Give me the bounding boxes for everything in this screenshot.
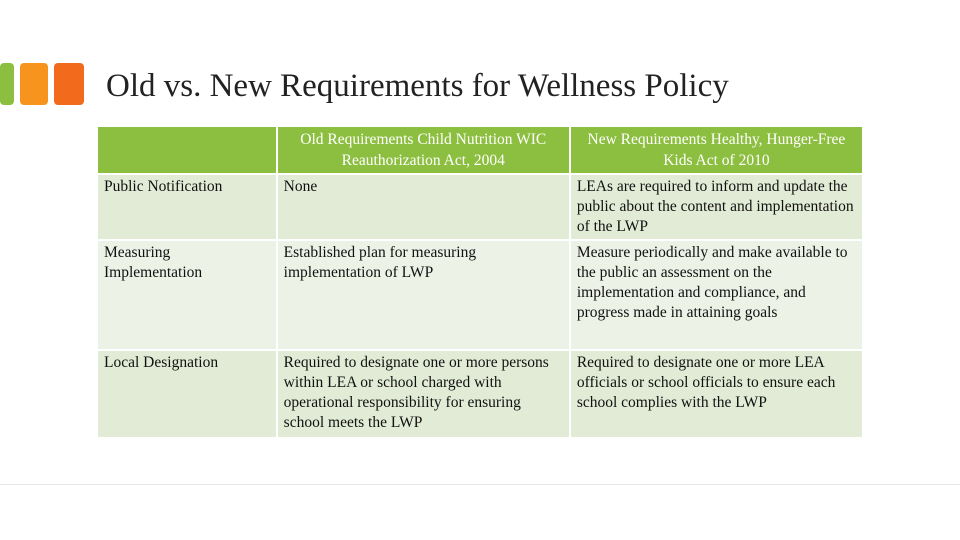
table-row: [97, 350, 863, 438]
header-blank-cell: [97, 126, 277, 174]
new-requirement-cell: LEAs are required to inform and update the public about the content and implementation of the LWP: [570, 174, 863, 240]
row-label: Local Designation: [97, 350, 277, 438]
footer-divider: [0, 484, 960, 485]
row-label: Public Notification: [97, 174, 277, 240]
new-requirement-cell: Measure periodically and make available to the public an assessment on the implementation and compliance, and progress made in attaining goals: [570, 240, 863, 350]
old-requirement-cell: Required to designate one or more persons within LEA or school charged with operational responsibility for ensuring school meets the LWP: [277, 350, 570, 438]
table-header-row: [97, 126, 863, 174]
table-row: [97, 240, 863, 350]
table-row: [97, 174, 863, 240]
slide-title: Old vs. New Requirements for Wellness Policy: [106, 68, 729, 104]
old-requirement-cell: Established plan for measuring implementation of LWP: [277, 240, 570, 350]
new-requirement-cell: Required to designate one or more LEA officials or school officials to ensure each school complies with the LWP: [570, 350, 863, 438]
header-old-requirements: Old Requirements Child Nutrition WIC Reauthorization Act, 2004: [277, 126, 570, 174]
accent-bar-orange: [54, 63, 84, 105]
accent-bar-green: [0, 63, 14, 105]
accent-bar-light-orange: [20, 63, 48, 105]
requirements-table: [96, 125, 864, 439]
old-requirement-cell: None: [277, 174, 570, 240]
header-new-requirements: New Requirements Healthy, Hunger-Free Kids Act of 2010: [570, 126, 863, 174]
row-label: Measuring Implementation: [97, 240, 277, 350]
